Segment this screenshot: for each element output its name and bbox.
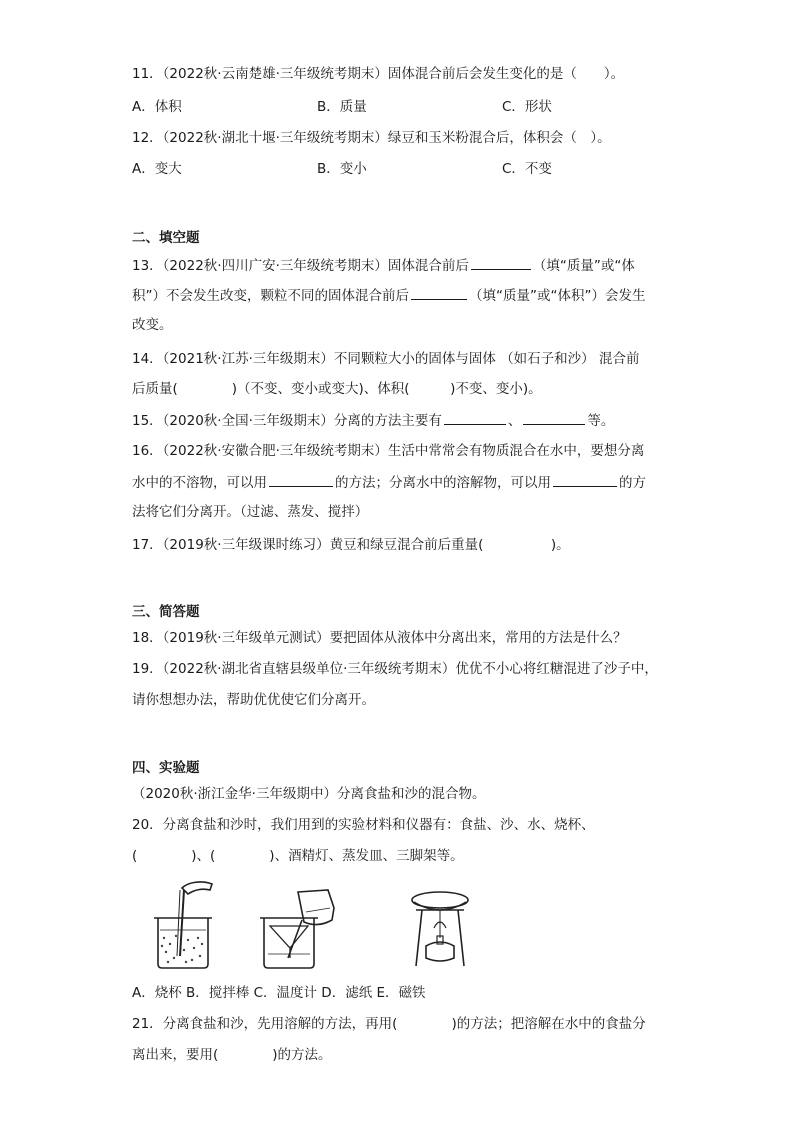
q16-text-2a: 水中的不溶物，可以用 bbox=[132, 475, 267, 491]
q11-option-c[interactable]: C．形状 bbox=[502, 99, 552, 115]
q11-stem: 11．（2022秋·云南楚雄·三年级统考期末）固体混合前后会发生变化的是（ ）。 bbox=[132, 66, 625, 82]
q15-text-b: 、 bbox=[507, 413, 522, 429]
section-title-short-answer: 三、简答题 bbox=[132, 604, 200, 620]
q20-options: A．烧杯 B．搅拌棒 C．温度计 D．滤纸 E．磁铁 bbox=[132, 985, 426, 1001]
q16-blank-2[interactable] bbox=[553, 472, 617, 487]
q15-text-a: 15．（2020秋·全国·三年级期末）分离的方法主要有 bbox=[132, 413, 442, 429]
q16-text-2b: 的方法；分离水中的溶解物，可以用 bbox=[335, 475, 551, 491]
q16-blank-1[interactable] bbox=[269, 472, 333, 487]
q12-option-c[interactable]: C．不变 bbox=[502, 161, 552, 177]
q17-line: 17．（2019秋·三年级课时练习）黄豆和绿豆混合前后重量( )。 bbox=[132, 537, 570, 553]
q12-option-a[interactable]: A．变大 bbox=[132, 161, 182, 177]
q19-line-1: 19．（2022秋·湖北省直辖县级单位·三年级统考期末）优优不小心将红糖混进了沙子中， bbox=[132, 661, 658, 677]
q13-blank-2[interactable] bbox=[411, 285, 467, 300]
q13-line-3: 改变。 bbox=[132, 317, 173, 333]
q16-line-1: 16．（2022秋·安徽合肥·三年级统考期末）生活中常常会有物质混合在水中，要想分离 bbox=[132, 443, 645, 459]
section-title-experiment: 四、实验题 bbox=[132, 760, 200, 776]
q13-line-2 bbox=[132, 285, 645, 306]
q16-line-2 bbox=[132, 472, 646, 493]
q18-line: 18．（2019秋·三年级单元测试）要把固体从液体中分离出来，常用的方法是什么？ bbox=[132, 630, 627, 646]
q21-line-2: 离出来，要用( )的方法。 bbox=[132, 1047, 332, 1063]
q11-option-b[interactable]: B．质量 bbox=[317, 99, 367, 115]
q13-text-2b: （填“质量”或“体积”）会发生 bbox=[469, 288, 646, 304]
q15-text-c: 等。 bbox=[587, 413, 615, 429]
q11-option-a[interactable]: A．体积 bbox=[132, 99, 182, 115]
beaker-stirring-icon bbox=[148, 878, 218, 970]
q13-text-1a: 13．（2022秋·四川广安·三年级统考期末）固体混合前后 bbox=[132, 258, 469, 274]
q14-line-2: 后质量( )（不变、变小或变大)、体积( )不变、变小)。 bbox=[132, 381, 542, 397]
q16-line-3: 法将它们分离开。（过滤、蒸发、搅拌） bbox=[132, 504, 369, 520]
q14-line-1: 14．（2021秋·江苏·三年级期末）不同颗粒大小的固体与固体 （如石子和沙） 混合前 bbox=[132, 351, 640, 367]
q12-stem: 12．（2022秋·湖北十堰·三年级统考期末）绿豆和玉米粉混合后，体积会（ ）。 bbox=[132, 130, 611, 146]
q13-text-2a: 积”）不会发生改变，颗粒不同的固体混合前后 bbox=[132, 288, 409, 304]
q13-text-1b: （填“质量”或“体 bbox=[532, 258, 635, 274]
filtration-icon bbox=[258, 888, 338, 970]
experiment-intro: （2020秋·浙江金华·三年级期中）分离食盐和沙的混合物。 bbox=[132, 786, 486, 802]
q13-line-1 bbox=[132, 255, 635, 276]
evaporation-icon bbox=[408, 888, 472, 972]
q20-line-1: 20．分离食盐和沙时，我们用到的实验材料和仪器有：食盐、沙、水、烧杯、 bbox=[132, 817, 595, 833]
q15-blank-2[interactable] bbox=[523, 410, 585, 425]
q19-line-2: 请你想想办法，帮助优优使它们分离开。 bbox=[132, 692, 375, 708]
q12-option-b[interactable]: B．变小 bbox=[317, 161, 367, 177]
q13-blank-1[interactable] bbox=[471, 255, 531, 270]
q15-line bbox=[132, 410, 614, 431]
q20-line-2: ( )、( )、酒精灯、蒸发皿、三脚架等。 bbox=[132, 848, 464, 864]
q16-text-2c: 的方 bbox=[619, 475, 646, 491]
q21-line-1: 21．分离食盐和沙，先用溶解的方法，再用( )的方法；把溶解在水中的食盐分 bbox=[132, 1016, 646, 1032]
q15-blank-1[interactable] bbox=[444, 410, 506, 425]
section-title-fill-in: 二、填空题 bbox=[132, 230, 200, 246]
